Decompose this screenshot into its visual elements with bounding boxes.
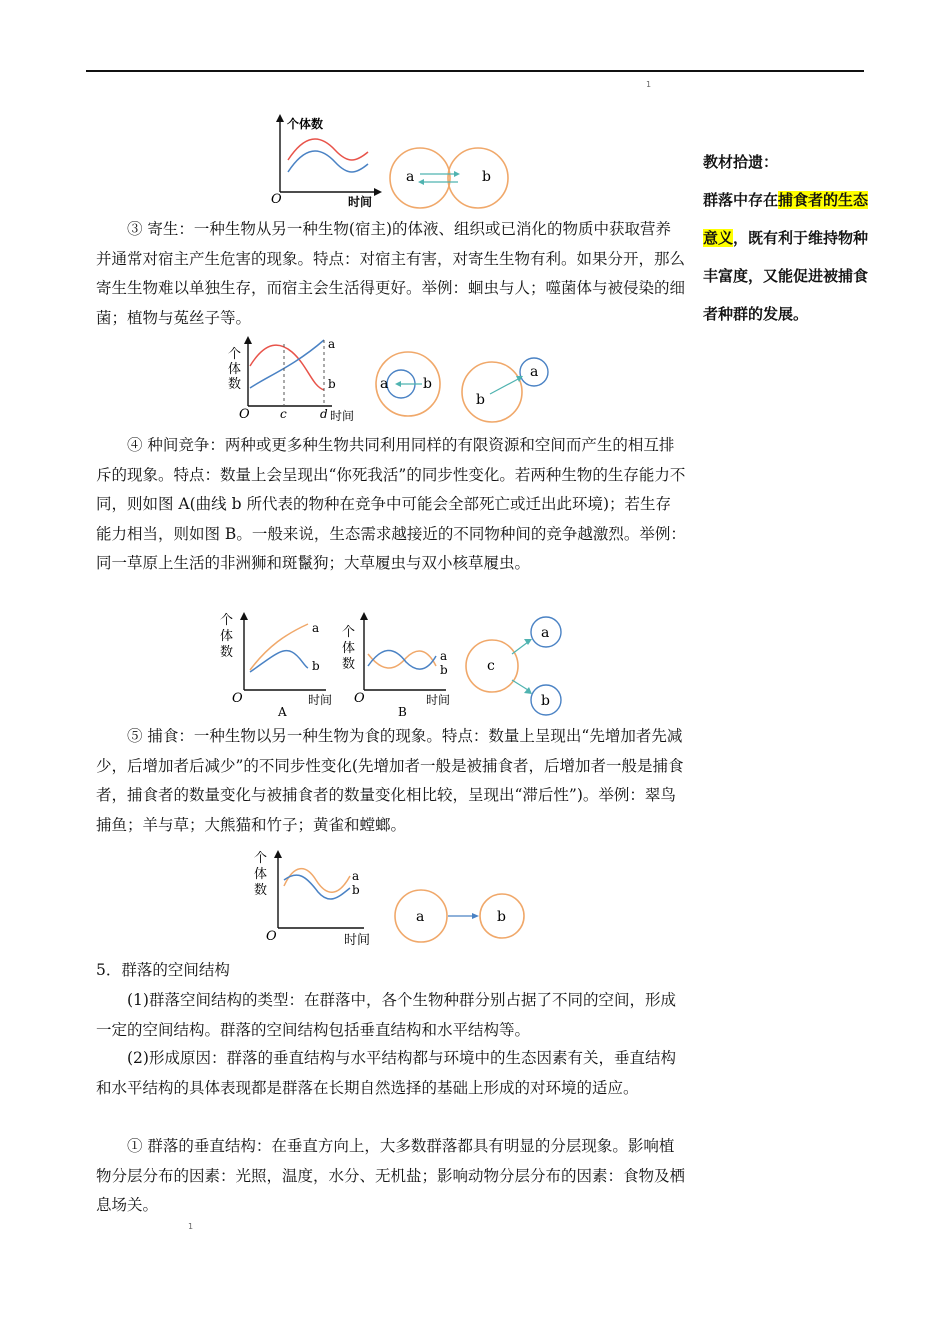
curve-label-a: a xyxy=(328,337,336,351)
y-axis-label-3: 数 xyxy=(254,883,268,898)
sidebar-note xyxy=(703,143,878,333)
y-axis-label-1: 个 xyxy=(228,347,242,362)
mutualism-figure xyxy=(260,112,520,212)
paragraph-vertical-structure: ① 群落的垂直结构：在垂直方向上，大多数群落都具有明显的分层现象。影响植物分层分布的因素：光照，温度，水分、无机盐；影响动物分层分布的因素：食物及栖息场关。 xyxy=(96,1137,686,1214)
sidebar-text-after: ，既有利于维持物种丰富度，又能促进被捕食者种群的发展。 xyxy=(703,229,869,323)
arrow-to-a xyxy=(512,642,528,654)
a-label-a: a xyxy=(312,621,320,635)
y-axis-label-2: 体 xyxy=(254,867,268,882)
paragraph-formation-cause: (2)形成原因：群落的垂直结构与水平结构都与环境中的生态因素有关，垂直结构和水平结构的具体表现都是群落在长期自然选择的基础上形成的对环境的适应。 xyxy=(96,1049,676,1097)
curve-label-b: b xyxy=(352,883,360,897)
label-a: a xyxy=(416,909,425,925)
curve-label-b: b xyxy=(328,377,336,391)
sidebar-highlight: 捕食者的生态意义 xyxy=(703,191,869,247)
y-axis-label-3: 数 xyxy=(228,377,242,392)
b-curve-a xyxy=(368,651,436,668)
footer-mark: 1 xyxy=(188,1222,194,1231)
circle-a xyxy=(390,148,450,208)
circle-host-b2 xyxy=(462,362,522,422)
x-axis-label: 时间 xyxy=(348,195,373,209)
header-mark: 1 xyxy=(646,80,652,89)
inner-label-b: b xyxy=(423,376,432,392)
x-axis-label: 时间 xyxy=(330,409,355,423)
b-y-label-1: 个 xyxy=(342,625,356,640)
outer-label-a: a xyxy=(530,364,539,380)
caption-b: B xyxy=(398,705,407,719)
b-y-label-3: 数 xyxy=(342,657,356,672)
b-label-a: a xyxy=(440,649,448,663)
predation-figure xyxy=(250,846,540,946)
y-axis-label: 个体数 xyxy=(287,117,324,131)
label-b: b xyxy=(497,909,506,925)
a-curve-a xyxy=(250,624,308,670)
label-b: b xyxy=(482,169,491,185)
paragraph-competition: ④ 种间竞争：两种或更多种生物共同利用同样的有限资源和空间而产生的相互排斥的现象。特点：数量上会呈现出“你死我活”的同步性变化。若两种生物的生存能力不同，则如图 A(曲线 b 所代表的物种在竞争中可能会全部死亡或迁出此环境)；若生存能力相当，则如图 B。一般来说，生态需求越接近的不同物种间的竞争越激烈。举例：同一草原上生活的非洲狮和斑鬣狗；大草履虫与双小核草履虫。 xyxy=(96,436,686,572)
arrow-to-b xyxy=(512,680,528,690)
b-origin: O xyxy=(354,691,365,706)
inner-label-a: a xyxy=(380,376,389,392)
b-x-label: 时间 xyxy=(426,693,451,707)
a-x-label: 时间 xyxy=(308,693,333,707)
a-label-b: b xyxy=(312,659,320,673)
y-axis-label-2: 体 xyxy=(228,362,242,377)
y-axis-label-1: 个 xyxy=(254,851,268,866)
origin-label: O xyxy=(266,929,277,944)
a-y-label-3: 数 xyxy=(220,645,234,660)
outer-label-b: b xyxy=(476,392,485,408)
label-a: a xyxy=(406,169,415,185)
competition-figure xyxy=(216,610,576,720)
paragraph-predation: ⑤ 捕食：一种生物以另一种生物为食的现象。特点：数量上呈现出“先增加者先减少，后增加者后减少”的不同步性变化(先增加者一般是被捕食者，后增加者一般是捕食者，捕食者的数量变化与被捕食者的数量变化相比较，呈现出“滞后性”)。举例：翠鸟捕鱼；羊与草；大熊猫和竹子；黄雀和螳螂。 xyxy=(96,727,684,834)
header-rule xyxy=(86,70,864,72)
x-axis-label: 时间 xyxy=(344,933,371,948)
b-label-b: b xyxy=(440,663,448,677)
section-5-title: 5．群落的空间结构 xyxy=(96,961,230,979)
parasitism-figure xyxy=(228,336,558,428)
circle-b xyxy=(448,148,508,208)
label-b: b xyxy=(541,693,550,709)
paragraph-structure-type: (1)群落空间结构的类型：在群落中，各个生物种群分别占据了不同的空间，形成一定的空间结构。群落的空间结构包括垂直结构和水平结构等。 xyxy=(96,991,676,1039)
b-y-label-2: 体 xyxy=(342,641,356,656)
curve-blue xyxy=(288,151,368,172)
curve-host xyxy=(250,345,324,390)
curve-prey xyxy=(284,869,350,893)
curve-label-a: a xyxy=(352,869,360,883)
origin-label: O xyxy=(239,407,250,422)
sidebar-text xyxy=(703,181,878,333)
sidebar-text-before: 群落中存在 xyxy=(703,191,779,209)
curve-predator xyxy=(284,875,350,899)
label-a: a xyxy=(541,625,550,641)
caption-a: A xyxy=(278,705,287,719)
label-c: c xyxy=(280,407,287,421)
paragraph-parasitism: ③ 寄生：一种生物从另一种生物(宿主)的体液、组织或已消化的物质中获取营养并通常对宿主产生危害的现象。特点：对宿主有害，对寄生生物有利。如果分开，那么寄生生物难以单独生存，而宿主会生活得更好。举例：蛔虫与人；噬菌体与被侵染的细菌；植物与菟丝子等。 xyxy=(96,220,686,327)
a-origin: O xyxy=(232,691,243,706)
sidebar-title: 教材拾遗： xyxy=(703,153,779,171)
label-d: d xyxy=(320,407,328,421)
a-y-label-2: 体 xyxy=(220,629,234,644)
origin-label: O xyxy=(271,192,282,207)
a-y-label-1: 个 xyxy=(220,613,234,628)
label-c: c xyxy=(487,658,495,674)
a-curve-b xyxy=(250,651,308,672)
